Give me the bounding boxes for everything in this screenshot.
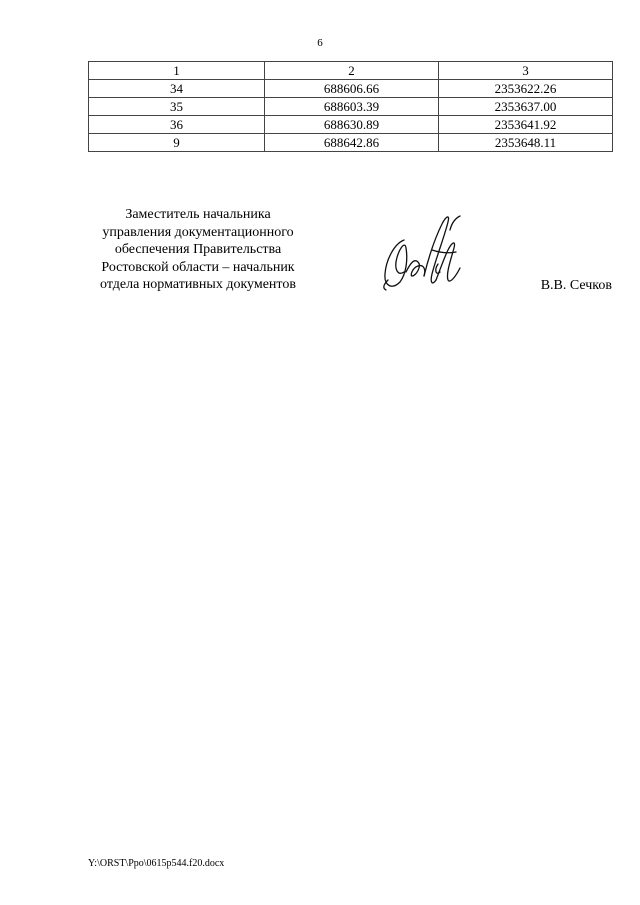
signer-position-title xyxy=(88,206,308,294)
y-coordinate-cell: 2353622.26 xyxy=(439,80,613,98)
table-header-cell: 3 xyxy=(439,62,613,80)
coordinates-table xyxy=(88,61,613,152)
table-row xyxy=(89,98,613,116)
point-number-cell: 36 xyxy=(89,116,265,134)
table-row xyxy=(89,80,613,98)
table-header-cell: 2 xyxy=(265,62,439,80)
x-coordinate-cell: 688630.89 xyxy=(265,116,439,134)
handwritten-signature xyxy=(376,210,472,296)
signer-title-line: управления документационного xyxy=(102,224,294,240)
x-coordinate-cell: 688642.86 xyxy=(265,134,439,152)
signer-name: В.В. Сечков xyxy=(540,278,612,293)
y-coordinate-cell: 2353641.92 xyxy=(439,116,613,134)
point-number-cell: 9 xyxy=(89,134,265,152)
page-number: 6 xyxy=(317,37,323,49)
table-header-row xyxy=(89,62,613,80)
x-coordinate-cell: 688603.39 xyxy=(265,98,439,116)
point-number-cell: 35 xyxy=(89,98,265,116)
y-coordinate-cell: 2353637.00 xyxy=(439,98,613,116)
signer-title-line: Заместитель начальника xyxy=(125,207,271,222)
document-file-path: Y:\ORST\Ppo\0615p544.f20.docx xyxy=(88,858,225,869)
signer-title-line: Ростовской области – начальник xyxy=(101,259,295,275)
table-header-cell: 1 xyxy=(89,62,265,80)
signer-title-line: обеспечения Правительства xyxy=(114,242,282,257)
table-row xyxy=(89,116,613,134)
point-number-cell: 34 xyxy=(89,80,265,98)
signer-title-line: отдела нормативных документов xyxy=(100,277,296,292)
y-coordinate-cell: 2353648.11 xyxy=(439,134,613,152)
x-coordinate-cell: 688606.66 xyxy=(265,80,439,98)
table-row xyxy=(89,134,613,152)
